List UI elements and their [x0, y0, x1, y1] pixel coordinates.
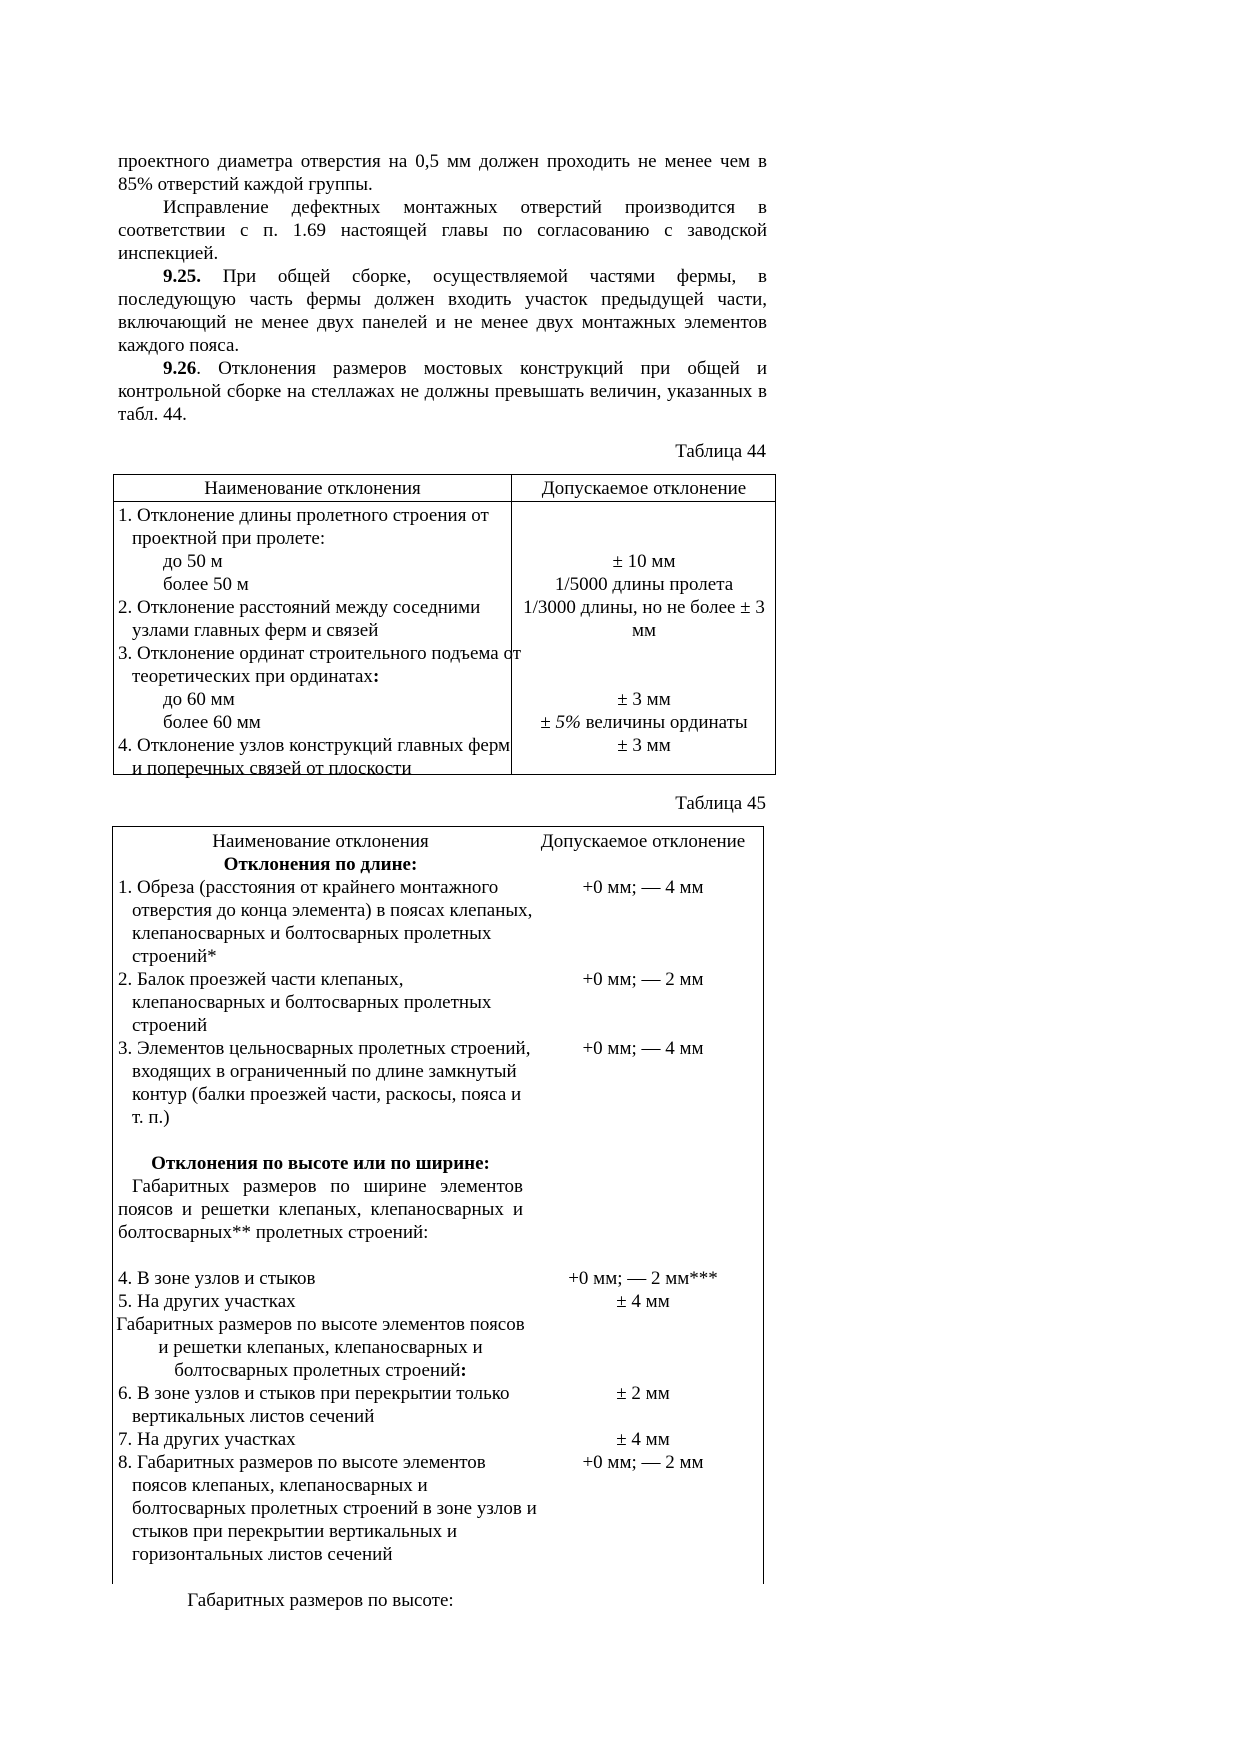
table-header-tolerance: Допускаемое отклонение: [540, 831, 746, 852]
table-row-label: 4. Отклонение узлов конструкций главных ферм и поперечных связей от плоскости: [118, 735, 511, 779]
height-intro-text: Габаритных размеров по высоте элементов поясов и решетки клепаных, клепаносварных и болтосварных пролетных строений: [116, 1314, 525, 1381]
paragraph-9-25: [118, 265, 767, 357]
value-text: величины ординаты: [580, 712, 748, 733]
table-header-tolerance: Допускаемое отклонение: [541, 478, 747, 499]
table-row-label: 2. Балок проезжей части клепаных, клепаносварных и болтосварных пролетных строений: [118, 969, 492, 1036]
table-45: [112, 826, 764, 1611]
height-intro: [113, 1313, 528, 1382]
table-row-label: [118, 642, 524, 688]
table-44: [113, 474, 776, 779]
value-percent: ± 5%: [540, 712, 581, 733]
table-row-value: +0 мм; — 2 мм: [582, 969, 704, 990]
clause-number: 9.25.: [163, 266, 201, 287]
table-row-label: Габаритных размеров по высоте:: [187, 1590, 454, 1611]
table-row-value: [512, 711, 776, 734]
table-header-name: Наименование отклонения: [204, 478, 421, 499]
clause-text: При общей сборке, осуществляемой частями фермы, в последующую часть фермы должен входить участок предыдущей части, включающий не менее двух панелей и не менее двух монтажных элементов каждого пояса.: [118, 266, 767, 356]
table-row-label: 8. Габаритных размеров по высоте элементов поясов клепаных, клепаносварных и болтосварных пролетных строений в зоне узлов и стыков при перекрытии вертикальных и горизонтальных листов сечений: [118, 1452, 537, 1565]
clause-number: 9.26: [163, 358, 197, 379]
table-row-value: +0 мм; — 2 мм***: [568, 1268, 718, 1289]
table-header-name: Наименование отклонения: [212, 831, 429, 852]
table-row-label: 3. Элементов цельносварных пролетных строений, входящих в ограниченный по длине замкнутый контур (балки проезжей части, раскосы, пояса и т. п.): [118, 1038, 531, 1128]
paragraph-9-26: [118, 357, 767, 426]
table-row-value: +0 мм; — 4 мм: [582, 1038, 704, 1059]
table-row-label: 1. Отклонение длины пролетного строения от проектной при пролете:: [118, 505, 489, 549]
table-row-value: ± 4 мм: [616, 1429, 670, 1450]
section-heading-length: Отклонения по длине:: [223, 854, 418, 875]
table-row-value: ± 4 мм: [616, 1291, 670, 1312]
section-heading-height: Отклонения по высоте или по ширине:: [151, 1153, 490, 1174]
table-row-label: до 60 мм: [163, 689, 235, 710]
row-label-colon: :: [372, 666, 380, 687]
table-row-value: ± 2 мм: [616, 1383, 670, 1404]
paragraph-continuation: проектного диаметра отверстия на 0,5 мм должен проходить не менее чем в 85% отверстий каждой группы.: [118, 151, 767, 195]
table-row-value: +0 мм; — 2 мм: [582, 1452, 704, 1473]
table-row-label: 5. На других участках: [118, 1291, 296, 1312]
table-row-value: +0 мм; — 4 мм: [582, 877, 704, 898]
table-row-label: более 50 м: [163, 574, 249, 595]
table-row-label: 1. Обреза (расстояния от крайнего монтажного отверстия до конца элемента) в поясах клепаных, клепаносварных и болтосварных пролетных строений*: [118, 877, 533, 967]
width-intro: Габаритных размеров по ширине элементов поясов и решетки клепаных, клепаносварных и болтосварных** пролетных строений:: [118, 1176, 523, 1243]
paragraph-correction: Исправление дефектных монтажных отверстий производится в соответствии с п. 1.69 настоящей главы по согласованию с заводской инспекцией.: [118, 197, 767, 264]
table-row-label: 7. На других участках: [118, 1429, 296, 1450]
table-row-value: ± 3 мм: [617, 735, 671, 756]
table-row-label: более 60 мм: [163, 712, 261, 733]
height-intro-colon: :: [460, 1360, 467, 1381]
clause-text: . Отклонения размеров мостовых конструкций при общей и контрольной сборке на стеллажах не должны превышать величин, указанных в табл. 44.: [118, 358, 767, 425]
row-label-text: 3. Отклонение ординат строительного подъема от теоретических при ординатах: [118, 643, 522, 687]
table-row-label: 6. В зоне узлов и стыков при перекрытии только вертикальных листов сечений: [118, 1383, 510, 1427]
table-row-label: до 50 м: [163, 551, 223, 572]
table-row-label: 2. Отклонение расстояний между соседними узлами главных ферм и связей: [118, 597, 481, 641]
table-row-value: 1/3000 длины, но не более ± 3 мм: [523, 597, 765, 641]
table-row-value: ± 3 мм: [617, 689, 671, 710]
table-45-caption: Таблица 45: [675, 793, 766, 814]
table-row-label: 4. В зоне узлов и стыков: [118, 1268, 316, 1289]
table-row-value: ± 10 мм: [612, 551, 676, 572]
table-row-value: 1/5000 длины пролета: [554, 574, 734, 595]
table-44-caption: Таблица 44: [675, 441, 766, 462]
